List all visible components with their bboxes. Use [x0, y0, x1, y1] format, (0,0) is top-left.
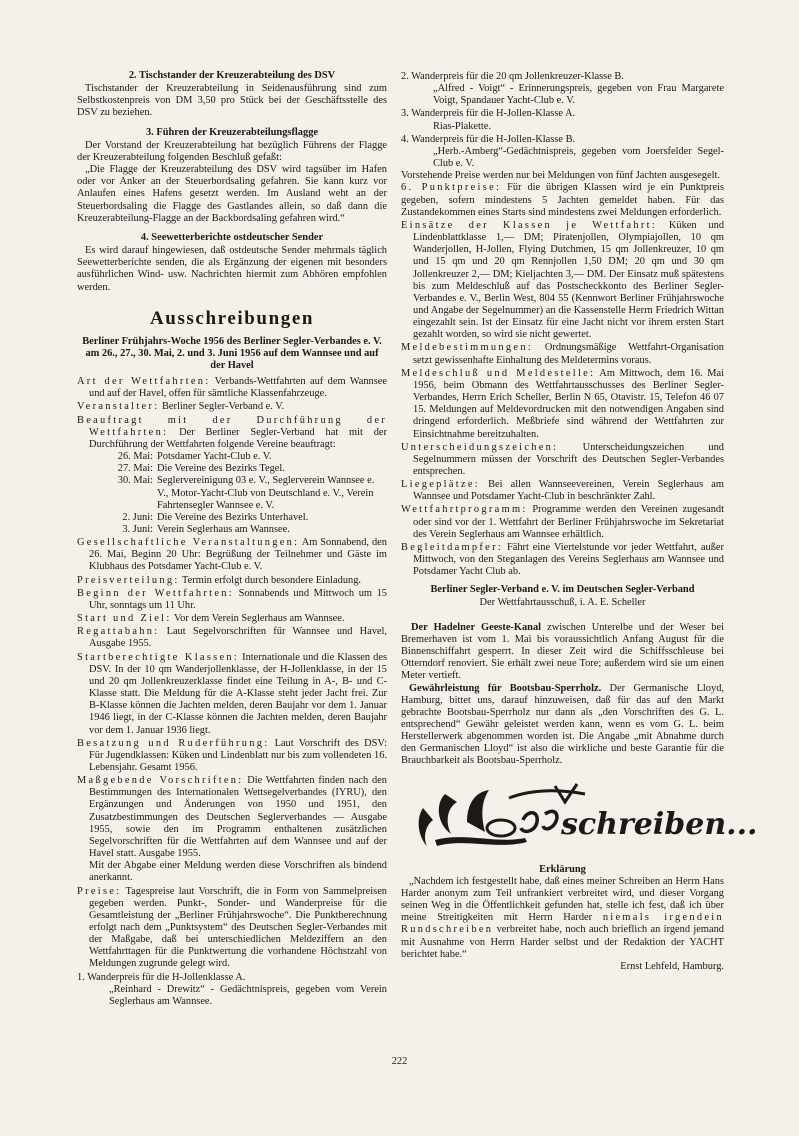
entry-start-ziel: Start und Ziel: Vor dem Verein Seglerhaus am Wannsee. [77, 613, 345, 625]
prize-item-2-detail: „Alfred - Voigt“ - Erinnerungspreis, gegeben von Frau Margarete Voigt, Spandauer Yacht-Club e. V. [433, 83, 724, 107]
entry-gesellschaftlich: Gesellschaftliche Veranstaltungen: Am Sonnabend, den 26. Mai, Beginn 20 Uhr: Begrüßung der Teilnehmer und Gäste im Klubhaus des Potsdamer Yacht-Club e. V. [77, 537, 387, 573]
entry-label: Preise: [77, 885, 122, 897]
entry-label: Veranstalter: [77, 401, 160, 413]
entry-label: Art der Wettfahrten: [77, 376, 211, 388]
entry-label: Regattabahn: [77, 626, 160, 638]
prize-item-1: 1. Wanderpreis für die H-Jollenklasse A. [77, 971, 246, 983]
entry-meldeschluss: Meldeschluß und Meldestelle: Am Mittwoch, dem 16. Mai 1956, beim Obmann des Wettfahrtausschusses des Berliner Segler-Verbandes, Herrn Erich Scheller, Berlin N 65, Otavistr. 15, Telefon 46 07 15. Meldungen auf Meldevordrucken mit den notwendigen Angaben sind dringend erforderlich. Meßbriefe sind während der Wettfahrten zur Einsichtnahme bereitzuhalten. [401, 367, 724, 440]
entry-punktpreise: 6. Punktpreise: Für die übrigen Klassen wird je ein Punktpreis gegeben, sofern mindestens 5 Jachten gemeldet haben. Für das Zustandekommen eines Starts sind mindestens zwei Meldungen erforderlich. [401, 182, 724, 218]
erklaerung-text: „Nachdem ich festgestellt habe, daß eines meiner Schreiben an Herrn Hans Harder anonym zum Teil unfrankiert verbreitet wird, und dieser Vorgang seinen Weg in die Öffentlichkeit gefunden hat, stelle ich fest, daß ich über meine Streitigkeiten mit Herrn Harder niemals irgendein Rundschreiben verbreitet habe, noch auch brieflich an irgend jemand mit Ausnahme von Herrn Harder selbst und der Redaktion der YACHT berichtet habe.“ [401, 875, 724, 960]
entry-label: 6. Punktpreise: [401, 182, 502, 194]
left-column [77, 70, 387, 1008]
entry-label: Liegeplätze: [401, 479, 480, 491]
entry-begleitdampfer: Begleitdampfer: Fährt eine Viertelstunde vor jeder Wettfahrt, außer Mittwoch, von den Steganlagen des Vereins Seglerhaus am Wannsee und Potsdamer Yacht Club ab. [401, 541, 724, 578]
section-title-tischstander: 2. Tischstander der Kreuzerabteilung des DSV [128, 70, 336, 81]
yacht-leser-logo [405, 780, 758, 862]
prize-item-3-detail: Rias-Plakette. [433, 120, 492, 132]
entry-label: Meldeschluß und Meldestelle: [401, 367, 596, 379]
entry-label: Wettfahrtprogramm: [401, 504, 528, 516]
subheading-fruehjahrswoche: Berliner Frühjahrs-Woche 1956 des Berliner Segler-Verbandes e. V. am 26., 27., 30. Mai, 2. und 3. Juni 1956 auf dem Wannsee und auf der Havel [82, 335, 382, 371]
article-sperrholz: Gewährleistung für Bootsbau-Sperrholz. Der Germanische Lloyd, Hamburg, bittet uns, darauf hinzuweisen, daß für das auf den Markt gebrachte Bootsbau-Sperrholz nur dann als „den Vorschriften des G. L. entsprechend“ Gewähr geleistet werden kann, wenn es vom G. L. beim Herstellerwerk abgenommen worden ist. Die Angabe „mit Abnahme durch den Germanischen Lloyd“ ist also die wirkliche und beste Garantie für die Brauchbarkeit als Bootsbau-Sperrholz. [401, 682, 724, 767]
erklaerung-signature: Ernst Lehfeld, Hamburg. [620, 960, 724, 972]
entry-label: Start und Ziel: [77, 613, 172, 625]
entry-regattabahn: Regattabahn: Laut Segelvorschriften für Wannsee und Havel, Ausgabe 1955. [77, 626, 387, 650]
right-column [401, 70, 758, 973]
entry-preisverteilung: Preisverteilung: Termin erfolgt durch besondere Einladung. [77, 574, 362, 586]
entry-label: Maßgebende Vorschriften: [77, 775, 244, 787]
prize-item-1-detail: „Reinhard - Drewitz“ - Gedächtnispreis, gegeben vom Verein Seglerhaus am Wannsee. [109, 983, 387, 1007]
paragraph-flagge-quote: „Die Flagge der Kreuzerabteilung des DSV wird tagsüber im Hafen oder vor Anker an der Steuerbordsaling gefahren. Sie kann kurz vor Anlaufen eines Hafens gesetzt werden. Im Ausland weht an der Steuerbordsaling die Flagge des Gastlandes allein, so daß dann die Kreuzerabteilung-Flagge an der Backbordsaling gefahren wird.“ [77, 164, 387, 224]
entry-label: Beginn der Wettfahrten: [77, 587, 234, 599]
entry-liegeplaetze: Liegeplätze: Bei allen Wannseevereinen, Verein Seglerhaus am Wannsee und Potsdamer Yacht-Club in beschränkter Zahl. [401, 479, 724, 503]
paragraph-seewetter: Es wird darauf hingewiesen, daß ostdeutsche Sender mehrmals täglich Seewetterberichte senden, die als Ergänzung der eigenen mit besonders ausführlichen Wind- usw. Nachrichten hiermit zum Abhören empfohlen werden. [77, 245, 387, 293]
entry-art: Art der Wettfahrten: Verbands-Wettfahrten auf dem Wannsee und auf der Havel, offen für sämtliche Klassenfahrzeuge. [77, 376, 387, 400]
paragraph-massgebend-2: Mit der Abgabe einer Meldung werden diese Vorschriften als bindend anerkannt. [89, 860, 387, 884]
prize-item-2: 2. Wanderpreis für die 20 qm Jollenkreuzer-Klasse B. [401, 71, 624, 82]
date-item: 3. Juni: Verein Seglerhaus am Wannsee. [122, 524, 290, 535]
signature-ausschuss: Der Wettfahrtausschuß, i. A. E. Scheller [479, 596, 646, 608]
article-geeste-kanal: Der Hadelner Geeste-Kanal zwischen Unterelbe und der Weser bei Bremerhaven ist vom 1. Mai bis voraussichtlich Anfang August für die Binnenschiffahrt gesperrt. In dieser Zeit wird die Schiffsschleuse bei Otterndorf renoviert. Sie erhält zwei neue Tore; außerdem wird sie um einen Meter vertieft. [401, 621, 724, 682]
date-item: 26. Mai: Potsdamer Yacht-Club e. V. [117, 451, 272, 463]
entry-label: Beauftragt mit der Durchführung der Wettfahrten: [77, 414, 387, 438]
entry-einsaetze: Einsätze der Klassen je Wettfahrt: Küken und Lindenblattklasse 1,— DM; Piratenjollen, Olympiajollen, 10 qm Wanderjollen, H-Jollen, Flying Dutchmen, 15 qm Jollenkreuzer, 10 qm und 15 qm und 20 qm Rennjollen 1,50 DM; 20 qm und 30 qm Jollenkreuzer 2,— DM; Kieljachten 3,— DM. Der Einsatz muß spätestens bis zum Meldeschluß auf das Postscheckkonto des Berliner Segler-Verbandes e. V., Berlin West, 804 55 (Kennwort Berliner Frühjahrswoche und Angabe der Segelnummer) an die Kassenstelle Herrn Friedrich Wittan eingezahlt sein. Ist der Einsatz für eine Jacht nicht vor ihrem ersten Start gezahlt worden, so wird sie nicht gewertet. [401, 219, 725, 341]
svg-text:schreiben...: schreiben... [561, 806, 758, 842]
date-item: 30. Mai: Seglervereinigung 03 e. V., Seglerverein Wannsee e. V., Motor-Yacht-Club von Deutschland e. V., Verein Fahrtensegler Wannsee e. V. [117, 475, 375, 511]
entry-label: Startberechtigte Klassen: [77, 651, 240, 663]
entry-startberechtigt: Startberechtigte Klassen: Internationale und die Klassen des DSV. In der 10 qm Wanderjollenklasse, der H-Jollenklasse, in der 15 und 20 qm Jollenkreuzerklasse findet eine Teilung in A-, B- und C-Klasse statt. Die Meldung für die A-Klasse steht jeder Jacht frei. Zur B-Klasse können die Jachten melden, deren Baujahr vor dem 1. Januar 1946 liegt, in der C-Klasse können die Jachten melden, deren Baujahr vor dem 1. Januar 1936 liegt. [77, 651, 387, 736]
entry-meldebestimmungen: Meldebestimmungen: Ordnungsmäßige Wettfahrt-Organisation setzt gewissenhafte Einhaltung des Meldetermins voraus. [401, 342, 724, 366]
entry-label: Unterscheidungszeichen: [401, 441, 559, 453]
entry-label: Gesellschaftliche Veranstaltungen: [77, 537, 300, 549]
prize-item-3: 3. Wanderpreis für die H-Jollen-Klasse A. [401, 108, 576, 120]
entry-beauftragt: Beauftragt mit der Durchführung der Wettfahrten: Der Berliner Segler-Verband hat mit der Durchführung der Wettfahrten folgende Vereine beauftragt: [77, 414, 387, 450]
entry-massgebend: Maßgebende Vorschriften: Die Wettfahrten finden nach den Bestimmungen des Internationalen Wettsegelverbandes (IYRU), den Ergänzungen und Änderungen von 1950 und 1951, den Zusatzbestimmungen des Deutschen Seglerverbandes — Ausgabe 1955, sowie den im Programm enthaltenen zusätzlichen Segelvorschriften für die Wettfahrten auf dem Wannsee und auf der Havel statt. Ausgabe 1955. [77, 775, 387, 860]
entry-beginn: Beginn der Wettfahrten: Sonnabends und Mittwoch um 15 Uhr, sonntags um 11 Uhr. [77, 587, 387, 611]
section-title-seewetter: 4. Seewetterberichte ostdeutscher Sender [140, 231, 324, 243]
prize-item-4: 4. Wanderpreis für die H-Jollen-Klasse B. [401, 133, 576, 145]
entry-preise: Preise: Tagespreise laut Vorschrift, die in Form von Sammelpreisen gegeben werden. Punkt-, Sonder- und Wanderpreise für die Gesamtleistung der „Berliner Frühjahrswoche“. Die Punktberechnung erfolgt nach dem „Punktsystem“ des Deutschen Segler-Verbandes mit der Maßgabe, daß bei unterschiedlichen Meldeziffern an den Wettfahrttagen für die Punktwertung die vorhandene Höchstzahl von Meldungen zugrunde gelegt wird. [77, 885, 387, 970]
page-number: 222 [391, 1056, 408, 1067]
entry-label: Meldebestimmungen: [401, 342, 534, 354]
entry-veranstalter: Veranstalter: Berliner Segler-Verband e. V. [77, 401, 285, 413]
date-list [77, 451, 387, 536]
paragraph-prize-note: Vorstehende Preise werden nur bei Meldungen von fünf Jachten ausgesegelt. [401, 170, 720, 182]
date-item: 2. Juni: Die Vereine des Bezirks Unterhavel. [122, 511, 309, 523]
heading-ausschreibungen: Ausschreibungen [149, 307, 315, 329]
yacht-leser-logo-icon [405, 780, 758, 862]
entry-besatzung: Besatzung und Ruderführung: Laut Vorschrift des DSV: Für Jugendklassen: Küken und Lindenblatt nur bis zum vollendeten 16. Lebensjahr. Gesamt 1956. [77, 737, 388, 773]
entry-label: Besatzung und Ruderführung: [77, 737, 270, 749]
prize-item-4-detail: „Herb.-Amberg“-Gedächtnispreis, gegeben vom Joersfelder Segel-Club e. V. [433, 145, 724, 170]
entry-label: Begleitdampfer: [401, 541, 504, 553]
paragraph-flagge: Der Vorstand der Kreuzerabteilung hat bezüglich Führens der Flagge der Kreuzerabteilung folgenden Beschluß gefaßt: [77, 139, 387, 163]
erklaerung-title: Erklärung [539, 863, 586, 875]
entry-unterscheidung: Unterscheidungszeichen: Unterscheidungszeichen und Segelnummern müssen der Vorschrift des Deutschen Segler-Verbandes entsprechen. [401, 441, 724, 477]
paragraph-tischstander: Tischstander der Kreuzerabteilung in Seidenausführung sind zum Selbstkostenpreis von DM 3,50 pro Stück bei der Geschäftsstelle des DSV zu beziehen. [77, 83, 387, 119]
section-title-flagge: 3. Führen der Kreuzerabteilungsflagge [145, 126, 318, 138]
signature-verband: Berliner Segler-Verband e. V. im Deutschen Segler-Verband [430, 584, 695, 596]
entry-label: Preisverteilung: [77, 574, 180, 586]
entry-label: Einsätze der Klassen je Wettfahrt: [401, 219, 658, 231]
entry-wettfahrtprogramm: Wettfahrtprogramm: Programme werden den Vereinen zugesandt oder sind vor der 1. Wettfahrt der Berliner Frühjahrswoche im Sekretariat des Verein Seglerhaus am Wannsee erhältlich. [401, 504, 724, 540]
date-item: 27. Mai: Die Vereine des Bezirks Tegel. [117, 463, 285, 475]
